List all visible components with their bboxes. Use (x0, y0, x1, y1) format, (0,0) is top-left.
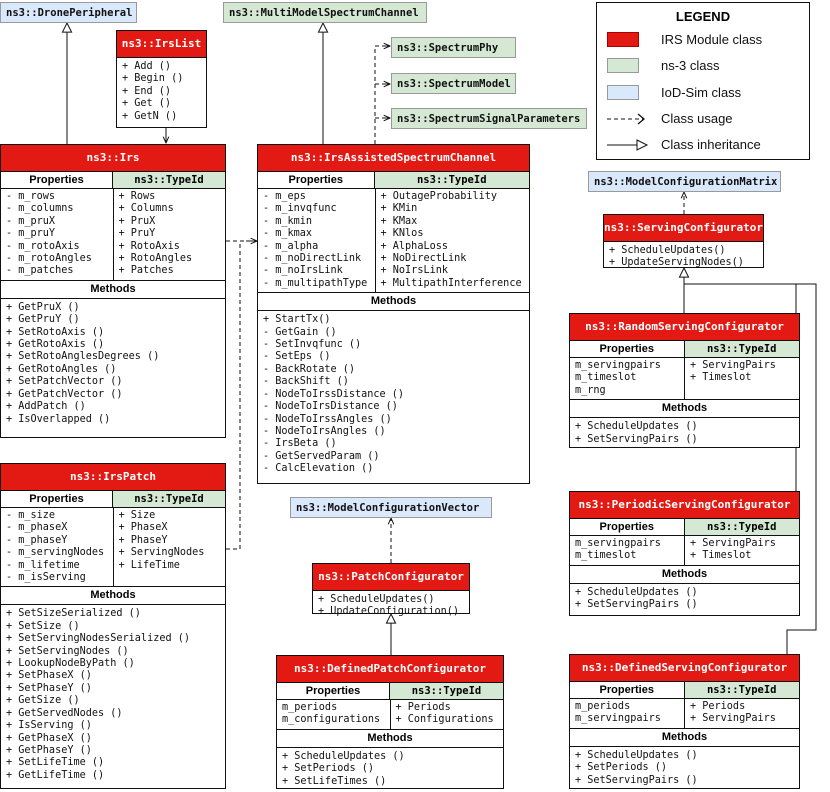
defined-serving-properties-header: Properties (599, 684, 654, 696)
member-line: - m_phaseY (6, 534, 68, 546)
defined-patch-methods-header: Methods (277, 730, 503, 748)
member-line: m_periods (282, 702, 338, 713)
member-line: + MultipathInterference (380, 277, 522, 289)
random-serving-properties (570, 358, 684, 399)
member-line: + RotoAngles (118, 253, 193, 265)
member-line: + ServingNodes (118, 547, 205, 559)
member-line: + SetSize () (6, 620, 80, 632)
member-line: + RotoAxis (118, 240, 180, 252)
member-line: + GetPhaseY () (6, 744, 92, 756)
drone-peripheral-label: ns3::DronePeripheral (6, 7, 133, 19)
legend-swatch-blue (607, 85, 639, 100)
member-line: + SetServingNodesSerialized () (6, 633, 191, 645)
member-line: + KMax (380, 215, 418, 227)
model-configuration-vector-class[interactable] (290, 497, 492, 518)
member-line: - NodeToIrssAngles () (263, 413, 392, 425)
member-line: + Periods (395, 702, 451, 713)
member-line: m_configurations (282, 714, 381, 726)
member-line: + Timeslot (690, 550, 752, 562)
member-line: + UpdateConfiguration() (318, 606, 460, 618)
member-line: + GetPatchVector () (6, 388, 123, 400)
member-line: + GetSize () (6, 695, 80, 707)
legend-label-usage: Class usage (661, 111, 733, 126)
irs-methods-header: Methods (1, 281, 225, 299)
member-line: + ScheduleUpdates () (282, 750, 405, 762)
random-serving-title: ns3::RandomServingConfigurator (570, 314, 799, 341)
member-line: - IrsBeta () (263, 438, 337, 450)
member-line: + PruY (118, 228, 156, 240)
member-line: - m_size (6, 510, 56, 521)
member-line: + Periods (690, 701, 746, 712)
spectrum-signal-parameters-label: ns3::SpectrumSignalParameters (397, 113, 581, 125)
irs-typeid-header: ns3::TypeId (112, 172, 225, 188)
member-line: + PhaseY (118, 534, 168, 546)
legend-swatch-red (607, 32, 639, 47)
member-line: + ServingPairs (690, 538, 776, 549)
member-line: - NodeToIrssDistance () (263, 388, 405, 400)
member-line: + SetPeriods () (575, 762, 668, 774)
member-line: - m_rotoAxis (6, 240, 80, 252)
periodic-serving-methods (570, 584, 799, 615)
irs-patch-properties-header: Properties (29, 493, 84, 505)
member-line: - m_pruY (6, 228, 56, 240)
defined-patch-properties-header: Properties (305, 685, 361, 697)
irs-list-title: ns3::IrsList (117, 31, 206, 58)
random-serving-typeid (684, 358, 799, 399)
hollow-triangle-arrow-icon (605, 135, 655, 155)
member-line: m_servingpairs (575, 713, 661, 725)
channel-title: ns3::IrsAssistedSpectrumChannel (258, 145, 529, 172)
model-configuration-vector-label: ns3::ModelConfigurationVector (296, 502, 480, 514)
member-line: m_servingpairs (575, 538, 661, 549)
irs-typeid (113, 189, 226, 280)
irs-methods (1, 299, 225, 429)
defined-patch-configurator-title: ns3::DefinedPatchConfigurator (277, 656, 503, 683)
member-line: - m_noDirectLink (263, 253, 362, 265)
member-line: + SetPatchVector () (6, 376, 123, 388)
member-line: - m_lifetime (6, 559, 80, 571)
irs-list-class[interactable] (116, 30, 207, 128)
member-line: + SetServingNodes () (6, 645, 129, 657)
member-line: + SetPeriods () (282, 763, 375, 775)
member-line: + End () (122, 85, 172, 97)
channel-properties-header: Properties (288, 174, 343, 186)
member-line: m_rng (575, 384, 606, 396)
member-line: - SetEps () (263, 351, 331, 363)
member-line: - m_phaseX (6, 522, 68, 534)
random-serving-methods-header: Methods (570, 400, 799, 418)
periodic-serving-typeid (684, 536, 799, 565)
member-line: + Patches (118, 265, 174, 277)
legend-label-iodsim: IoD-Sim class (661, 85, 742, 100)
defined-serving-properties (570, 699, 684, 728)
member-line: + SetLifeTime () (6, 757, 105, 769)
member-line: + ScheduleUpdates() (609, 245, 726, 256)
serving-configurator-class[interactable] (603, 214, 764, 268)
member-line: + SetSizeSerialized () (6, 608, 141, 620)
member-line: + StartTx() (263, 314, 331, 326)
member-line: - m_pruX (6, 215, 56, 227)
defined-serving-methods (570, 747, 799, 790)
legend-label-ns3: ns-3 class (661, 58, 720, 73)
legend-swatch-green (607, 58, 639, 73)
periodic-serving-properties-header: Properties (599, 521, 654, 533)
irs-assisted-spectrum-channel-class[interactable] (257, 144, 530, 484)
dashed-arrow-icon (605, 109, 655, 129)
member-line: + ScheduleUpdates() (318, 594, 435, 605)
patch-configurator-class[interactable] (312, 563, 470, 618)
member-line: + GetN () (122, 110, 178, 122)
multi-model-spectrum-channel-label: ns3::MultiModelSpectrumChannel (229, 7, 419, 19)
member-line: + Add () (122, 61, 172, 72)
member-line: - BackShift () (263, 376, 349, 388)
channel-typeid (375, 189, 529, 292)
irs-patch-methods-header: Methods (1, 587, 225, 605)
legend-item-ns3 (597, 56, 809, 76)
member-line: + ServingPairs (690, 713, 776, 725)
member-line: + GetLifeTime () (6, 769, 105, 781)
member-line: + PhaseX (118, 522, 168, 534)
member-line: + ScheduleUpdates () (575, 586, 698, 598)
model-configuration-matrix-label: ns3::ModelConfigurationMatrix (594, 176, 778, 188)
defined-patch-typeid-header: ns3::TypeId (389, 683, 503, 699)
legend-item-iodsim (597, 83, 809, 103)
irs-patch-title: ns3::IrsPatch (1, 464, 225, 491)
irs-patch-properties (1, 508, 113, 586)
member-line: + OutageProbability (380, 191, 498, 202)
member-line: - NodeToIrsAngles () (263, 425, 386, 437)
serving-configurator-methods (604, 242, 763, 273)
member-line: - m_noIrsLink (263, 265, 343, 277)
defined-serving-configurator-class[interactable] (569, 654, 800, 789)
member-line: + ScheduleUpdates () (575, 421, 698, 433)
irs-properties (1, 189, 113, 280)
irs-patch-methods (1, 605, 225, 785)
member-line: + Timeslot (690, 372, 752, 384)
periodic-serving-title: ns3::PeriodicServingConfigurator (570, 492, 799, 519)
legend-label-irs: IRS Module class (661, 32, 763, 47)
member-line: + ServingPairs (690, 360, 776, 371)
member-line: + Rows (118, 191, 156, 202)
member-line: + NoDirectLink (380, 253, 467, 265)
patch-configurator-methods (313, 591, 469, 622)
defined-patch-properties (277, 700, 390, 729)
irs-patch-class[interactable] (0, 463, 226, 789)
member-line: + IsOverlapped () (6, 413, 111, 425)
spectrum-phy-label: ns3::SpectrumPhy (397, 42, 499, 54)
channel-properties (258, 189, 375, 292)
spectrum-signal-parameters-class[interactable] (391, 108, 587, 129)
usage-irspatch-channel (226, 241, 240, 549)
member-line: - GetGain () (263, 326, 337, 338)
legend-title: LEGEND (675, 9, 731, 24)
member-line: + GetPhaseX () (6, 732, 92, 744)
legend-item-irs (597, 30, 809, 50)
random-serving-methods (570, 418, 799, 449)
legend-label-inheritance: Class inheritance (661, 137, 761, 152)
member-line: + AlphaLoss (380, 240, 448, 252)
member-line: - m_isServing (6, 572, 86, 584)
member-line: - BackRotate () (263, 363, 356, 375)
member-line: - GetServedParam () (263, 450, 380, 462)
spectrum-model-label: ns3::SpectrumModel (397, 78, 511, 90)
member-line: + SetPhaseX () (6, 670, 92, 682)
member-line: - NodeToIrsDistance () (263, 401, 398, 413)
defined-serving-typeid (684, 699, 799, 728)
member-line: + Get () (122, 98, 172, 110)
member-line: - CalcElevation () (263, 463, 374, 475)
defined-patch-configurator-class[interactable] (276, 655, 504, 789)
member-line: + IsServing () (6, 720, 92, 732)
defined-serving-methods-header: Methods (570, 729, 799, 747)
member-line: - m_columns (6, 203, 74, 215)
member-line: + SetRotoAnglesDegrees () (6, 351, 160, 363)
member-line: - m_multipathType (263, 277, 368, 289)
member-line: - m_kmax (263, 228, 313, 240)
member-line: + SetRotoAxis () (6, 326, 105, 338)
member-line: + AddPatch () (6, 401, 86, 413)
spectrum-phy-class[interactable] (391, 37, 516, 58)
member-line: + PruX (118, 215, 156, 227)
drone-peripheral-class[interactable] (0, 2, 137, 23)
member-line: + KMin (380, 203, 418, 215)
member-line: m_periods (575, 701, 631, 712)
periodic-serving-properties (570, 536, 684, 565)
member-line: m_timeslot (575, 372, 637, 384)
member-line: + KNlos (380, 228, 424, 240)
member-line: + SetServingPairs () (575, 774, 698, 786)
irs-patch-typeid (113, 508, 226, 586)
member-line: - m_servingNodes (6, 547, 105, 559)
member-line: + SetLifeTimes () (282, 775, 387, 787)
member-line: m_servingpairs (575, 360, 661, 371)
irs-class[interactable] (0, 144, 226, 438)
periodic-serving-typeid-header: ns3::TypeId (684, 519, 800, 535)
member-line: m_timeslot (575, 550, 637, 562)
usage-channel-spectrum (375, 46, 389, 144)
member-line: - m_patches (6, 265, 74, 277)
spectrum-model-class[interactable] (391, 73, 516, 94)
member-line: + ScheduleUpdates () (575, 749, 698, 761)
channel-methods (258, 311, 529, 478)
member-line: - m_invqfunc (263, 203, 337, 215)
member-line: + GetPruY () (6, 314, 80, 326)
member-line: + GetRotoAngles () (6, 363, 117, 375)
irs-list-methods (117, 58, 206, 126)
channel-methods-header: Methods (258, 293, 529, 311)
member-line: + Size (118, 510, 156, 521)
member-line: - m_rows (6, 191, 56, 202)
member-line: - m_kmin (263, 215, 313, 227)
member-line: + Begin () (122, 73, 184, 85)
defined-patch-typeid (390, 700, 504, 729)
irs-patch-typeid-header: ns3::TypeId (112, 491, 225, 507)
member-line: + SetPhaseY () (6, 682, 92, 694)
member-line: + GetPruX () (6, 301, 80, 313)
periodic-serving-methods-header: Methods (570, 566, 799, 584)
channel-typeid-header: ns3::TypeId (374, 172, 529, 188)
member-line: + SetServingPairs () (575, 599, 698, 611)
multi-model-spectrum-channel-class[interactable] (223, 2, 427, 23)
irs-properties-header: Properties (29, 174, 84, 186)
legend-item-usage (597, 109, 809, 129)
patch-configurator-title: ns3::PatchConfigurator (313, 564, 469, 591)
member-line: + NoIrsLink (380, 265, 448, 277)
random-serving-typeid-header: ns3::TypeId (684, 341, 800, 357)
periodic-serving-configurator-class[interactable] (569, 491, 800, 616)
irs-title: ns3::Irs (1, 145, 225, 172)
defined-serving-title: ns3::DefinedServingConfigurator (570, 655, 799, 682)
member-line: + Configurations (395, 714, 494, 726)
member-line: - m_alpha (263, 240, 319, 252)
serving-configurator-title: ns3::ServingConfigurator (604, 215, 763, 242)
random-serving-configurator-class[interactable] (569, 313, 800, 448)
member-line: - m_rotoAngles (6, 253, 92, 265)
member-line: + UpdateServingNodes() (609, 257, 744, 269)
defined-serving-typeid-header: ns3::TypeId (684, 682, 800, 698)
member-line: + LifeTime (118, 559, 180, 571)
legend-item-inheritance (597, 135, 809, 155)
member-line: + LookupNodeByPath () (6, 658, 135, 670)
member-line: - m_eps (263, 191, 306, 202)
member-line: + SetServingPairs () (575, 433, 698, 445)
defined-patch-methods (277, 748, 503, 791)
member-line: + GetServedNodes () (6, 707, 123, 719)
model-configuration-matrix-class[interactable] (588, 171, 781, 192)
member-line: - SetInvqfunc () (263, 339, 362, 351)
random-serving-properties-header: Properties (599, 343, 654, 355)
member-line: + Columns (118, 203, 174, 215)
member-line: + GetRotoAxis () (6, 339, 105, 351)
legend (596, 2, 810, 160)
